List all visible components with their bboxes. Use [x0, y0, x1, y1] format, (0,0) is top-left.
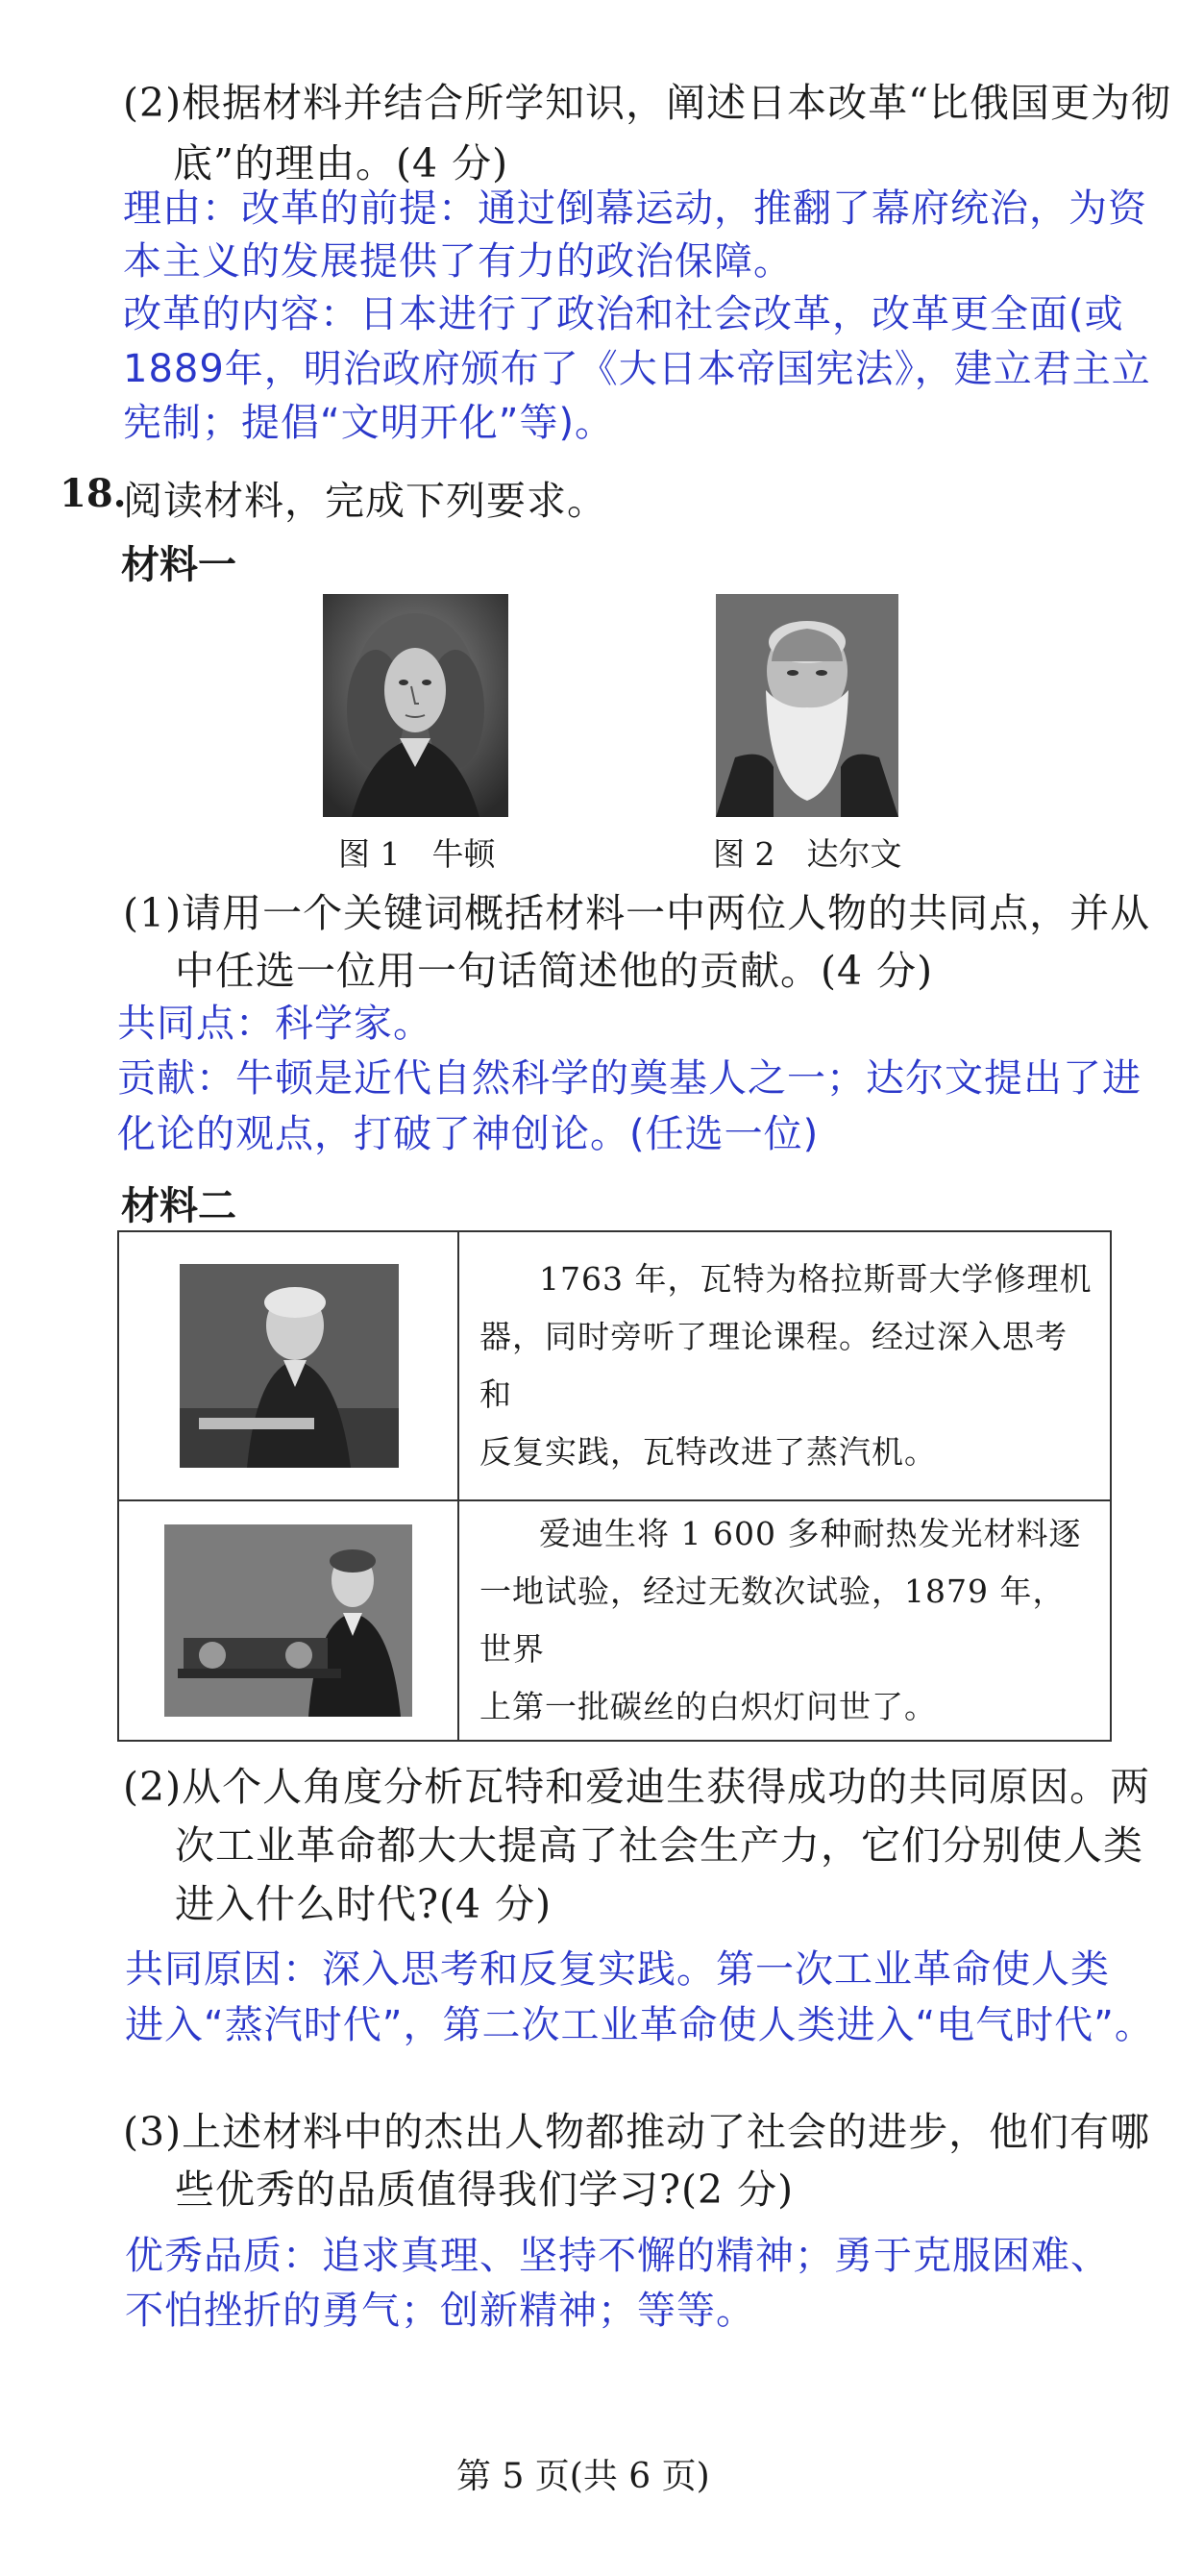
q18-part2-line2: 次工业革命都大大提高了社会生产力，它们分别使人类: [175, 1822, 1143, 1869]
q17-answer-line4: 1889年，明治政府颁布了《大日本帝国宪法》，建立君主立: [123, 347, 1151, 391]
q18-number: 18.: [60, 471, 127, 516]
edison-photo-cell: [118, 1500, 458, 1741]
q17-answer-line2: 本主义的发展提供了有力的政治保障。: [123, 239, 793, 284]
watt-photo-cell: [118, 1231, 458, 1500]
watt-text-cell: [458, 1231, 1111, 1500]
q18-part1-answer-line2: 贡献：牛顿是近代自然科学的奠基人之一；达尔文提出了进: [117, 1056, 1142, 1101]
q17-answer-line3: 改革的内容：日本进行了政治和社会改革，改革更全面(或: [123, 292, 1124, 336]
q18-part2-line1: (2)从个人角度分析瓦特和爱迪生获得成功的共同原因。两: [123, 1764, 1151, 1810]
watt-portrait: [180, 1264, 399, 1468]
q17-part2-line1: (2)根据材料并结合所学知识，阐述日本改革“比俄国更为彻: [123, 80, 1172, 126]
darwin-portrait: [716, 594, 898, 817]
q18-part1-answer-line3: 化论的观点，打破了神创论。(任选一位): [117, 1112, 820, 1156]
newton-portrait: [323, 594, 508, 817]
q18-part2-answer-line2: 进入“蒸汽时代”，第二次工业革命使人类进入“电气时代”。: [125, 2003, 1154, 2047]
page-number: 第 5 页(共 6 页): [456, 2457, 710, 2496]
edison-text-line1: 爱迪生将 1 600 多种耐热发光材料逐: [539, 1515, 1082, 1552]
q18-stem: 阅读材料，完成下列要求。: [123, 478, 607, 524]
fig1-caption: 图 1 牛顿: [338, 835, 496, 873]
q18-part1-line1: (1)请用一个关键词概括材料一中两位人物的共同点，并从: [123, 890, 1151, 936]
material2-heading: 材料二: [121, 1183, 236, 1228]
q18-part3-line2: 些优秀的品质值得我们学习?(2 分): [175, 2167, 795, 2213]
edison-portrait: [164, 1524, 412, 1717]
edison-text-cell: [458, 1500, 1111, 1741]
edison-text-line3: 上第一批碳丝的白炽灯问世了。: [479, 1688, 937, 1725]
q18-part3-answer-line1: 优秀品质：追求真理、坚持不懈的精神；勇于克服困难、: [125, 2234, 1110, 2278]
q18-part2-line3: 进入什么时代?(4 分): [175, 1881, 553, 1927]
watt-text-line1: 1763 年，瓦特为格拉斯哥大学修理机: [539, 1260, 1093, 1298]
watt-text-line3: 反复实践，瓦特改进了蒸汽机。: [479, 1433, 937, 1471]
q17-part2-line2: 底”的理由。(4 分): [173, 140, 509, 186]
q18-part2-answer-line1: 共同原因：深入思考和反复实践。第一次工业革命使人类: [125, 1947, 1110, 1992]
q18-part3-answer-line2: 不怕挫折的勇气；创新精神；等等。: [125, 2289, 755, 2333]
fig2-caption: 图 2 达尔文: [713, 835, 902, 873]
edison-text-line2: 一地试验，经过无数次试验，1879 年，世界: [479, 1573, 1066, 1668]
watt-text-line2: 器，同时旁听了理论课程。经过深入思考和: [479, 1318, 1068, 1413]
q18-part3-line1: (3)上述材料中的杰出人物都推动了社会的进步，他们有哪: [123, 2109, 1151, 2155]
q17-answer-line1: 理由：改革的前提：通过倒幕运动，推翻了幕府统治，为资: [123, 186, 1147, 231]
q18-part1-line2: 中任选一位用一句话简述他的贡献。(4 分): [175, 948, 934, 994]
material1-heading: 材料一: [121, 542, 236, 587]
material2-table: [117, 1230, 1112, 1742]
q18-part1-answer-line1: 共同点：科学家。: [117, 1002, 432, 1046]
q17-answer-line5: 宪制；提倡“文明开化”等)。: [123, 401, 615, 445]
